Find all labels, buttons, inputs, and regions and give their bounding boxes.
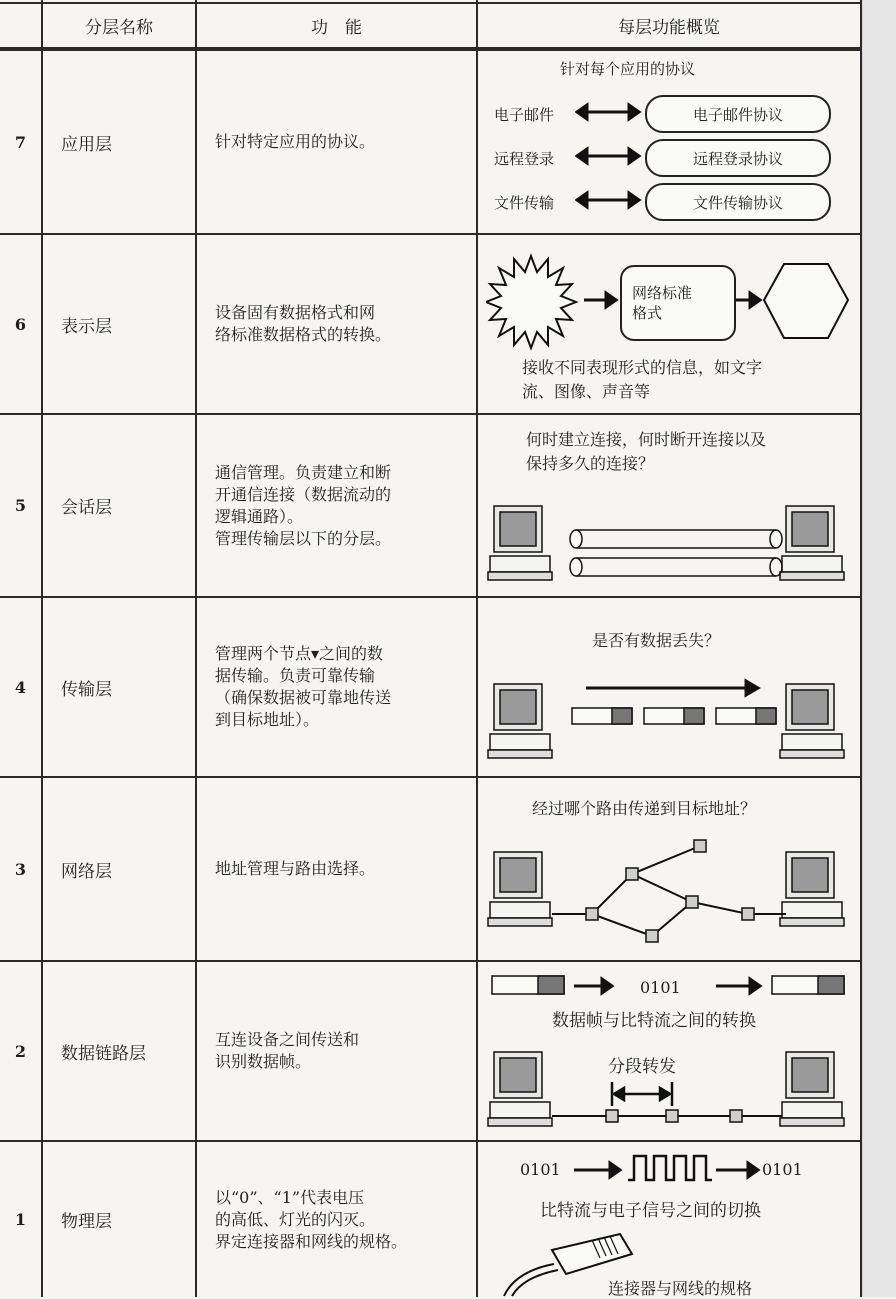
- layer-number: 4: [14, 677, 27, 697]
- app-label: 文件传输: [494, 194, 555, 212]
- layer-number: 6: [14, 314, 27, 334]
- link-caption: 数据帧与比特流之间的转换: [552, 1011, 756, 1031]
- app-overview-title: 针对每个应用的协议: [560, 60, 696, 78]
- segment-arrow: [612, 1082, 672, 1106]
- layer-number: 5: [14, 496, 27, 515]
- layer-function: 针对特定应用的协议。: [215, 132, 376, 151]
- layer-function: 互连设备之间传送和 识别数据帧。: [215, 1030, 360, 1071]
- phys-bits-right: 0101: [762, 1160, 803, 1179]
- layer-name: 会话层: [61, 498, 112, 518]
- network-diagram: [486, 832, 856, 950]
- header-function: 功 能: [311, 18, 362, 38]
- layer-number: 1: [14, 1210, 27, 1229]
- layer-name: 网络层: [61, 861, 112, 882]
- signal-diagram: [570, 1150, 765, 1186]
- data-packets: [572, 708, 776, 724]
- phys-caption: 比特流与电子信号之间的切换: [540, 1201, 761, 1221]
- hexagon-shape: [764, 264, 848, 338]
- layer-function: 以“0”、“1”代表电压 的高低、灯光的闪灭。 界定连接器和网线的规格。: [215, 1187, 408, 1251]
- layer-name: 传输层: [61, 679, 112, 700]
- phys-bits-left: 0101: [520, 1160, 561, 1179]
- connector-caption: 连接器与网线的规格: [608, 1279, 753, 1298]
- computer-icon: [488, 852, 552, 926]
- protocol-pill: 电子邮件协议: [645, 95, 831, 133]
- layer-name: 物理层: [61, 1212, 112, 1232]
- link-bits: 0101: [640, 978, 681, 997]
- layer-function: 设备固有数据格式和网 络标准数据格式的转换。: [215, 303, 392, 344]
- computer-icon: [488, 1052, 552, 1126]
- layer-function: 地址管理与路由选择。: [215, 859, 376, 878]
- layer-name: 数据链路层: [61, 1043, 146, 1064]
- session-caption: 何时建立连接，何时断开连接以及 保持多久的连接？: [526, 430, 767, 473]
- layer-function: 管理两个节点▾之间的数 据传输。负责可靠传输 （确保数据被可靠地传送 到目标地址）。: [215, 644, 392, 729]
- forward-arrow: [586, 681, 758, 695]
- standard-format-box: 网络标准 格式: [620, 265, 736, 341]
- layer-name: 应用层: [61, 134, 112, 155]
- transport-diagram: [486, 676, 856, 772]
- segment-diagram: [486, 1046, 856, 1136]
- header-overview: 每层功能概览: [618, 18, 720, 38]
- computer-icon: [780, 684, 844, 758]
- app-double-arrows: [575, 98, 643, 218]
- computer-icon: [780, 1052, 844, 1126]
- col-divider: [476, 0, 478, 1297]
- presentation-caption: 接收不同表现形式的信息，如文字 流、图像、声音等: [522, 358, 763, 401]
- session-diagram: [486, 500, 856, 592]
- starburst-shape: [486, 256, 576, 348]
- computer-icon: [780, 852, 844, 926]
- square-wave: [628, 1156, 712, 1180]
- pipe-shape: [570, 530, 782, 576]
- computer-icon: [488, 684, 552, 758]
- layer-function: 通信管理。负责建立和断 开通信连接（数据流动的 逻辑通路）。 管理传输层以下的分层。: [215, 462, 392, 548]
- header-layer-name: 分层名称: [85, 18, 153, 38]
- layer-number: 7: [14, 132, 27, 152]
- computer-icon: [488, 506, 552, 580]
- routing-links: [552, 846, 786, 936]
- layer-name: 表示层: [61, 316, 112, 337]
- app-label: 电子邮件: [494, 106, 555, 124]
- network-caption: 经过哪个路由传递到目标地址？: [532, 799, 757, 818]
- right-scrollbar-strip: [862, 0, 896, 1297]
- layer-number: 3: [14, 859, 27, 879]
- protocol-pill: 远程登录协议: [645, 139, 831, 177]
- segment-label: 分段转发: [608, 1057, 676, 1077]
- app-label: 远程登录: [494, 150, 555, 168]
- computer-icon: [780, 506, 844, 580]
- layer-number: 2: [14, 1041, 27, 1061]
- transport-caption: 是否有数据丢失？: [592, 631, 721, 650]
- protocol-pill: 文件传输协议: [645, 183, 831, 221]
